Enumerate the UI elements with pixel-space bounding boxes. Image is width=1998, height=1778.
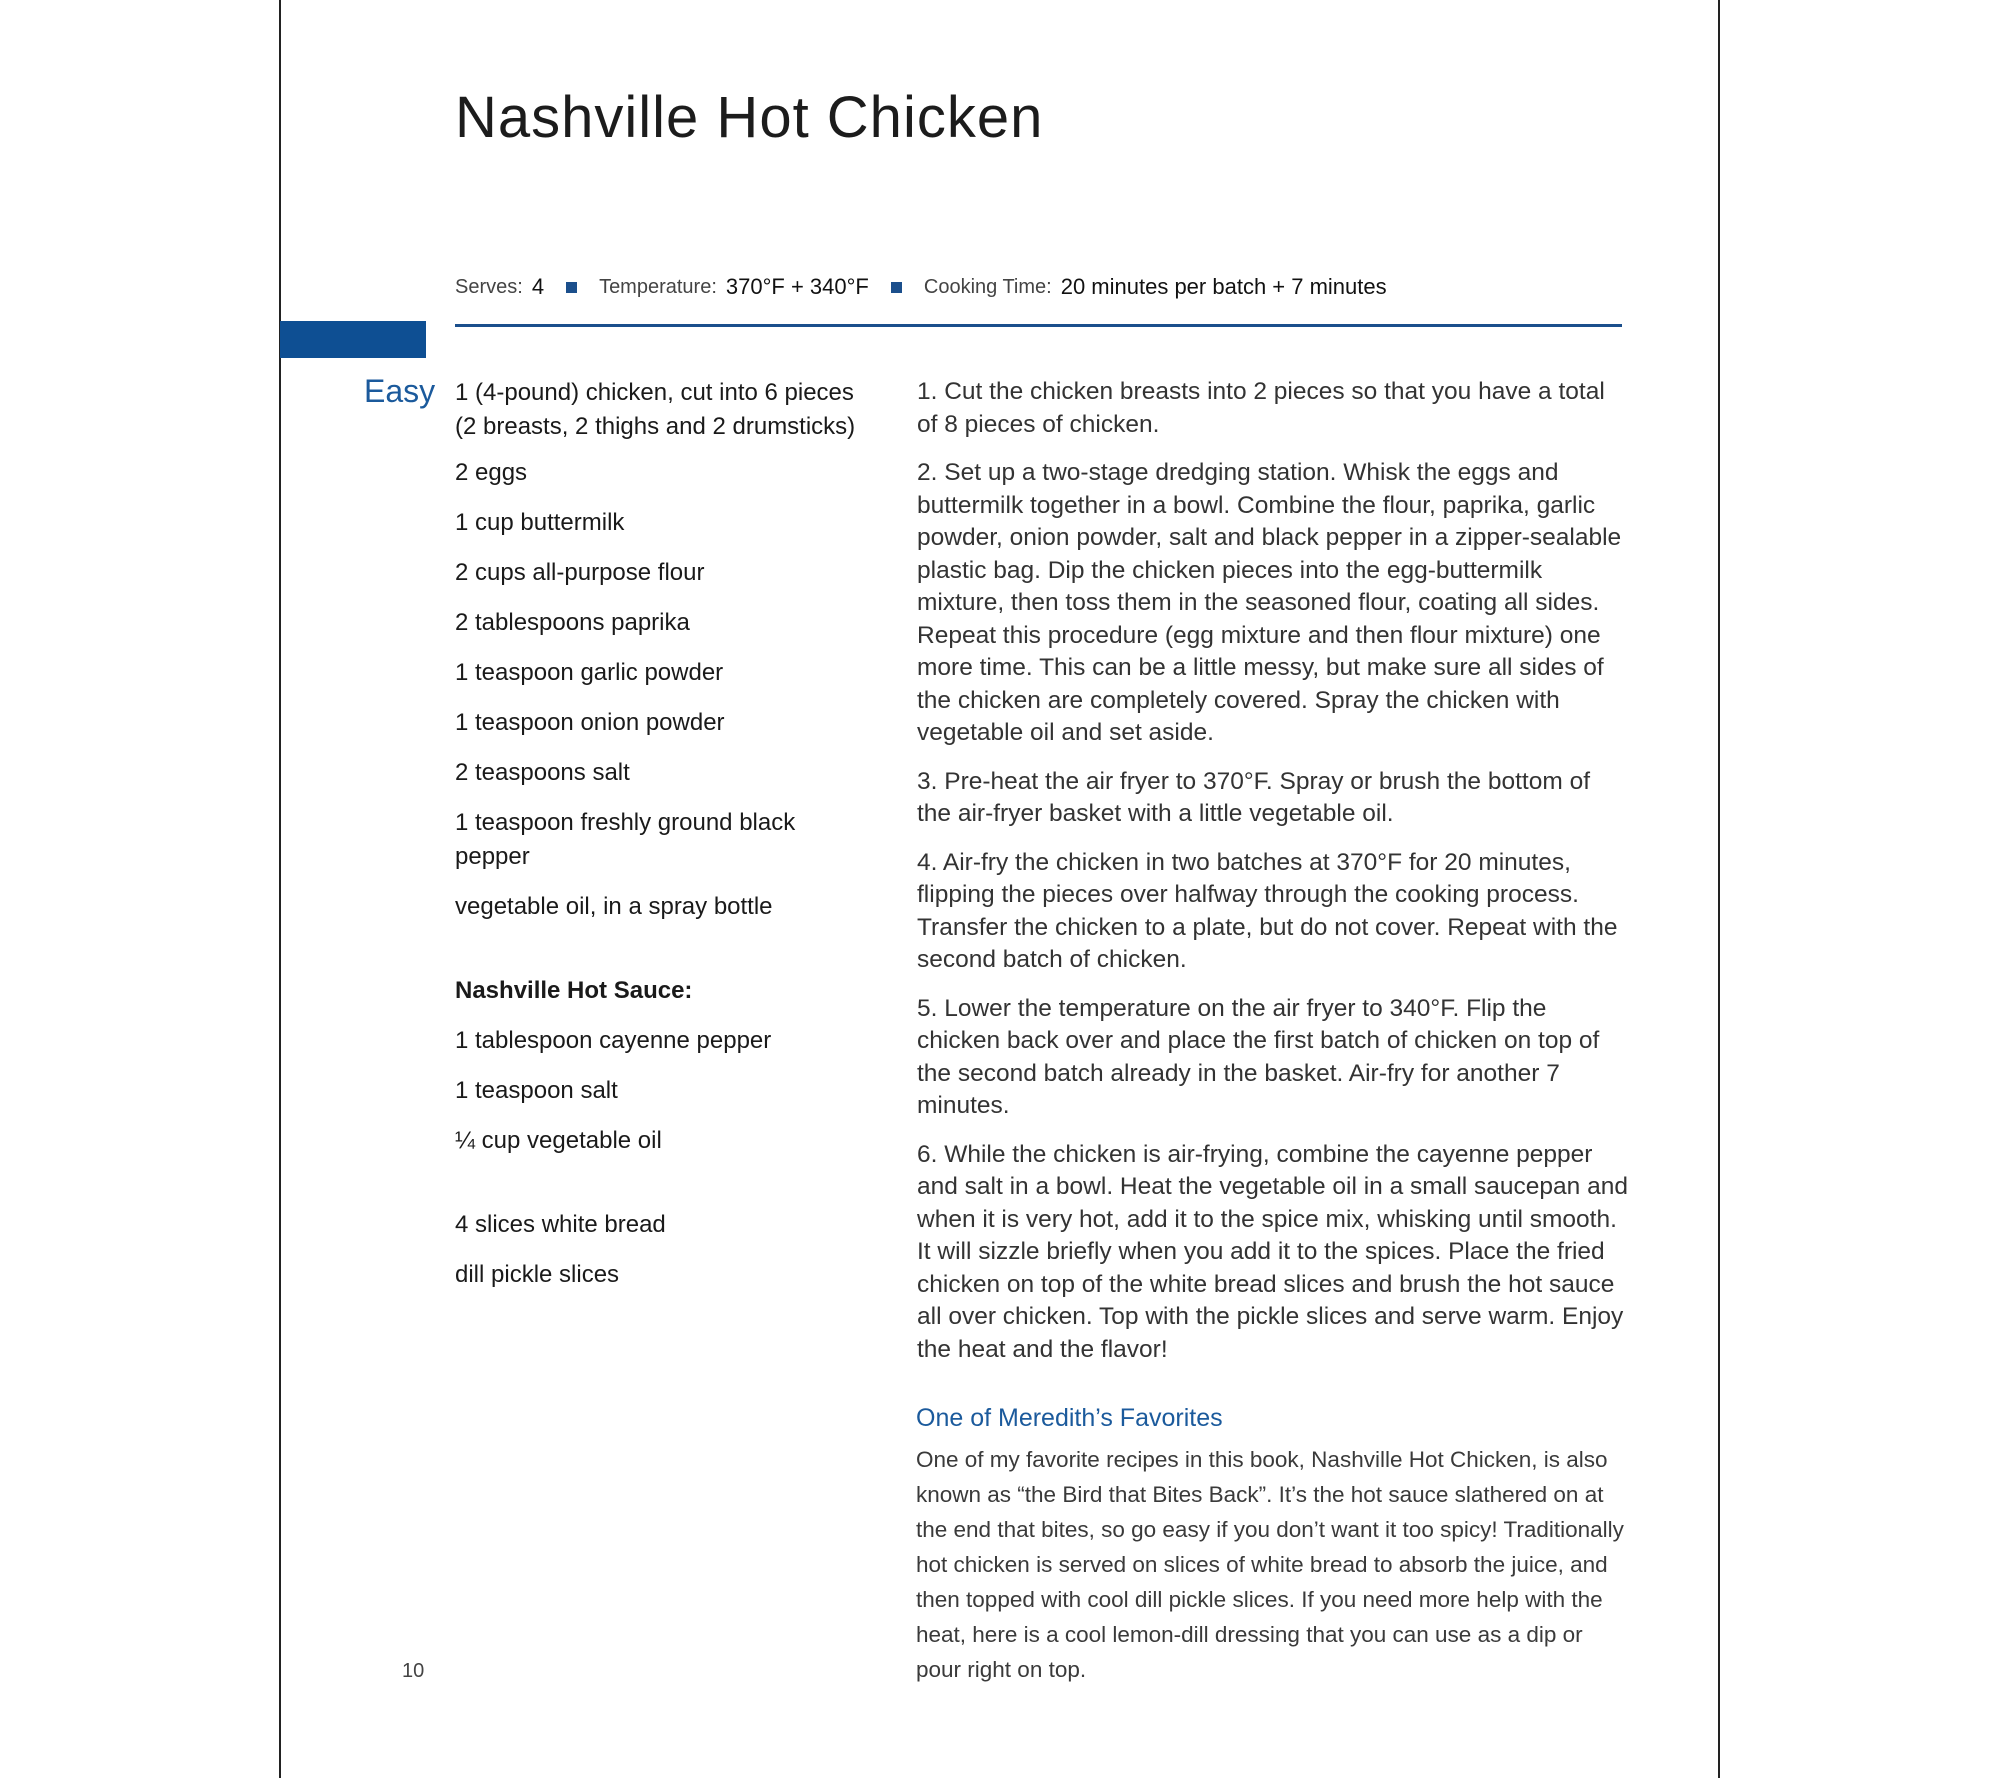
instruction-step: 2. Set up a two-stage dredging station. Whisk the eggs and buttermilk together in a bowl. Combine the flour, paprika, garlic powder, onion powder, salt and black pepper in a zipper-sealable plastic bag. Dip the chicken pieces into the egg-buttermilk mixture, then toss them in the seasoned flour, coating all sides. Repeat this procedure (egg mixture and then flour mixture) one more time. This can be a little messy, but make sure all sides of the chicken are completely covered. Spray the chicken with vegetable oil and set aside. (917, 459, 1622, 746)
serves-value: 4 (531, 274, 545, 299)
sauce-heading: Nashville Hot Sauce: (455, 977, 693, 1004)
recipe-title: Nashville Hot Chicken (455, 85, 1044, 150)
square-bullet-icon (566, 282, 577, 293)
ingredient-item: 2 eggs (455, 459, 528, 486)
ingredients-list (455, 376, 875, 1308)
favorites-heading: One of Meredith’s Favorites (916, 1404, 1223, 1432)
ingredient-item: 2 cups all-purpose flour (455, 559, 705, 586)
instruction-step: 3. Pre-heat the air fryer to 370°F. Spray or brush the bottom of the air-fryer basket with a little vegetable oil. (917, 767, 1590, 827)
page-border-left (279, 0, 281, 1778)
cooking-time-value: 20 minutes per batch + 7 minutes (1060, 274, 1387, 299)
recipe-meta (455, 274, 1409, 300)
ingredient-item: vegetable oil, in a spray bottle (455, 893, 773, 920)
temperature-value: 370°F + 340°F (725, 274, 869, 299)
ingredient-item: 1 teaspoon onion powder (455, 709, 725, 736)
instructions-list (917, 376, 1629, 1382)
ingredient-item: 2 teaspoons salt (455, 759, 630, 786)
ingredient-item: 2 tablespoons paprika (455, 609, 690, 636)
serves-label: Serves: (455, 275, 523, 298)
ingredient-item: 1 teaspoon freshly ground black pepper (455, 809, 796, 870)
serving-ingredient-item: dill pickle slices (455, 1261, 620, 1288)
ingredient-item: 1 cup buttermilk (455, 509, 625, 536)
instruction-step: 4. Air-fry the chicken in two batches at 370°F for 20 minutes, flipping the pieces over halfway through the cooking process. Transfer the chicken to a plate, but do not cover. Repeat with the second batch of chicken. (917, 848, 1618, 973)
sauce-ingredient-item: 1 tablespoon cayenne pepper (455, 1027, 772, 1054)
header-rule (455, 324, 1622, 327)
square-bullet-icon (891, 282, 902, 293)
instruction-step: 1. Cut the chicken breasts into 2 pieces so that you have a total of 8 pieces of chicken. (917, 378, 1605, 438)
sauce-ingredient-item: ¼ cup vegetable oil (455, 1127, 662, 1154)
cooking-time-label: Cooking Time: (923, 275, 1052, 298)
temperature-label: Temperature: (599, 275, 717, 298)
ingredient-item: 1 teaspoon garlic powder (455, 659, 724, 686)
page-number: 10 (402, 1660, 425, 1682)
page-border-right (1718, 0, 1720, 1778)
favorites-text: One of my favorite recipes in this book, Nashville Hot Chicken, is also known as “the Bird that Bites Back”. It’s the hot sauce slathered on at the end that bites, so go easy if you don’t want it too spicy! Traditionally hot chicken is served on slices of white bread to absorb the juice, and then topped with cool dill pickle slices. If you need more help with the heat, here is a cool lemon-dill dressing that you can use as a dip or pour right on top. (916, 1447, 1624, 1682)
instruction-step: 6. While the chicken is air-frying, combine the cayenne pepper and salt in a bowl. Heat the vegetable oil in a small saucepan and when it is very hot, add it to the spice mix, whisking until smooth. It will sizzle briefly when you add it to the spices. Place the fried chicken on top of the white bread slices and brush the hot sauce all over chicken. Top with the pickle slices and serve warm. Enjoy the heat and the flavor! (917, 1140, 1628, 1363)
sauce-ingredient-item: 1 teaspoon salt (455, 1077, 618, 1104)
difficulty-label: Easy (364, 373, 436, 409)
serving-ingredient-item: 4 slices white bread (455, 1211, 666, 1238)
difficulty-tab-marker (280, 321, 426, 358)
instruction-step: 5. Lower the temperature on the air fryer to 340°F. Flip the chicken back over and place the first batch of chicken on top of the second batch already in the basket. Air-fry for another 7 minutes. (917, 994, 1600, 1119)
ingredient-item: 1 (4-pound) chicken, cut into 6 pieces (2 breasts, 2 thighs and 2 drumsticks) (455, 379, 856, 440)
